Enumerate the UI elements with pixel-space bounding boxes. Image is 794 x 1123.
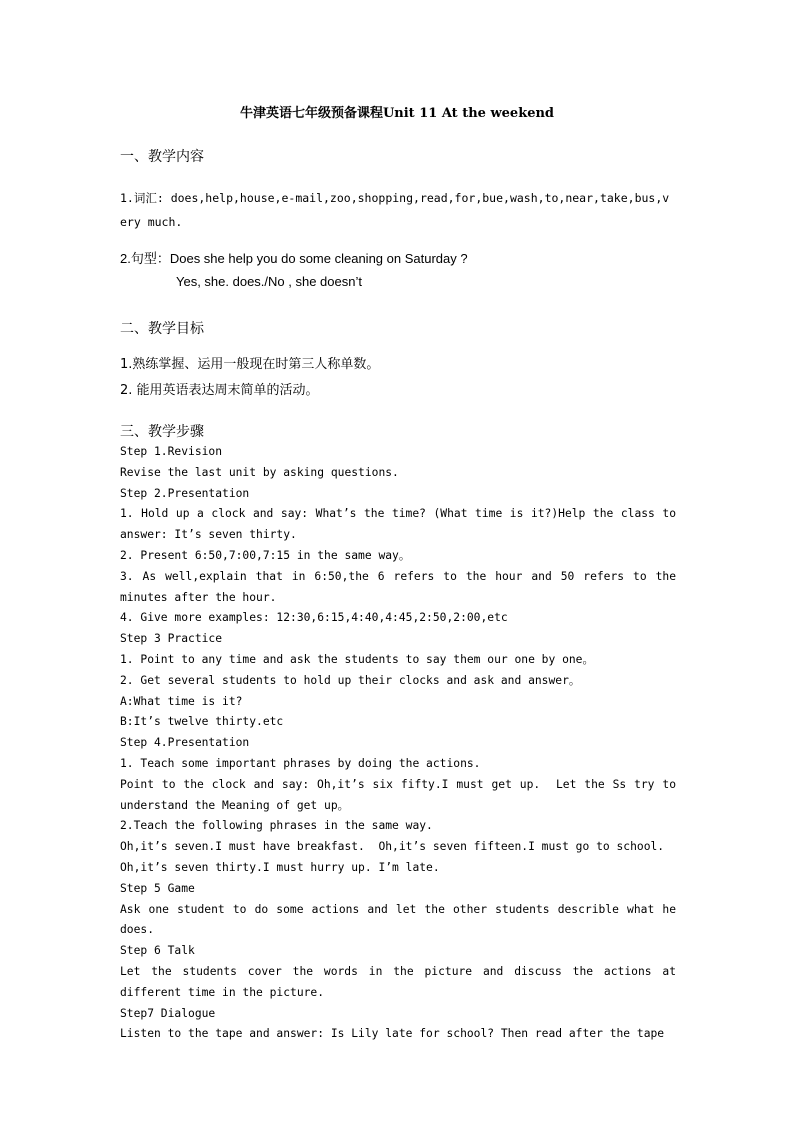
step-line: 1. Hold up a clock and say: What’s the time? (What time is it?)Help the class to answer: It’s seven thirty. — [120, 507, 683, 542]
step-line: B:It’s twelve thirty.etc — [120, 715, 284, 729]
section-heading-steps: 三、教学步骤 — [120, 424, 204, 440]
step-line: Step 3 Practice — [120, 632, 223, 646]
step-line: Revise the last unit by asking questions. — [120, 465, 399, 479]
step-line: Step 6 Talk — [120, 944, 195, 958]
step-line: 3. As well,explain that in 6:50,the 6 refers to the hour and 50 refers to the minutes after the hour. — [120, 569, 683, 604]
step-line: Let the students cover the words in the picture and discuss the actions at different time in the picture. — [120, 964, 683, 999]
sentence-pattern: 2.句型：Does she help you do some cleaning on Saturday ? — [120, 251, 468, 266]
step-line: Listen to the tape and answer: Is Lily late for school? Then read after the tape — [120, 1027, 665, 1041]
step-line: A:What time is it? — [120, 694, 243, 708]
step-line: 4. Give more examples: 12:30,6:15,4:40,4:45,2:50,2:00,etc — [120, 611, 508, 625]
step-line: Step 2.Presentation — [120, 486, 250, 500]
teaching-steps — [120, 442, 683, 1045]
goal-item-1: 1.熟练掌握、运用一般现在时第三人称单数。 — [120, 357, 380, 372]
step-line: 1. Teach some important phrases by doing the actions. — [120, 756, 481, 770]
step-line: Step 1.Revision — [120, 445, 223, 458]
step-line: 2. Get several students to hold up their clocks and ask and answer。 — [120, 673, 581, 687]
vocabulary-line: 1.词汇: does,help,house,e-mail,zoo,shopping,read,for,bue,wash,to,near,take,bus,very much. — [120, 191, 670, 229]
section-heading-content: 一、教学内容 — [120, 149, 204, 165]
section-heading-goals: 二、教学目标 — [120, 321, 204, 337]
step-line: 2.Teach the following phrases in the same way. — [120, 819, 433, 833]
step-line: Step 4.Presentation — [120, 736, 250, 750]
step-line: 1. Point to any time and ask the students to say them our one by one。 — [120, 652, 594, 666]
step-line: Ask one student to do some actions and let the other students describle what he does. — [120, 902, 683, 937]
step-line: Oh,it’s seven.I must have breakfast. Oh,it’s seven fifteen.I must go to school. — [120, 840, 665, 854]
document-title: 牛津英语七年级预备课程Unit 11 At the weekend — [239, 106, 555, 121]
step-line: Oh,it’s seven thirty.I must hurry up. I’m late. — [120, 860, 440, 874]
goal-item-2: 2. 能用英语表达周末简单的活动。 — [120, 383, 319, 398]
step-line: Point to the clock and say: Oh,it’s six fifty.I must get up. Let the Ss try to understand the Meaning of get up。 — [120, 777, 683, 812]
step-line: Step7 Dialogue — [120, 1006, 216, 1020]
step-line: 2. Present 6:50,7:00,7:15 in the same way。 — [120, 548, 411, 562]
sentence-pattern-answer: Yes, she. does./No , she doesn’t — [176, 274, 362, 289]
step-line: Step 5 Game — [120, 881, 195, 895]
